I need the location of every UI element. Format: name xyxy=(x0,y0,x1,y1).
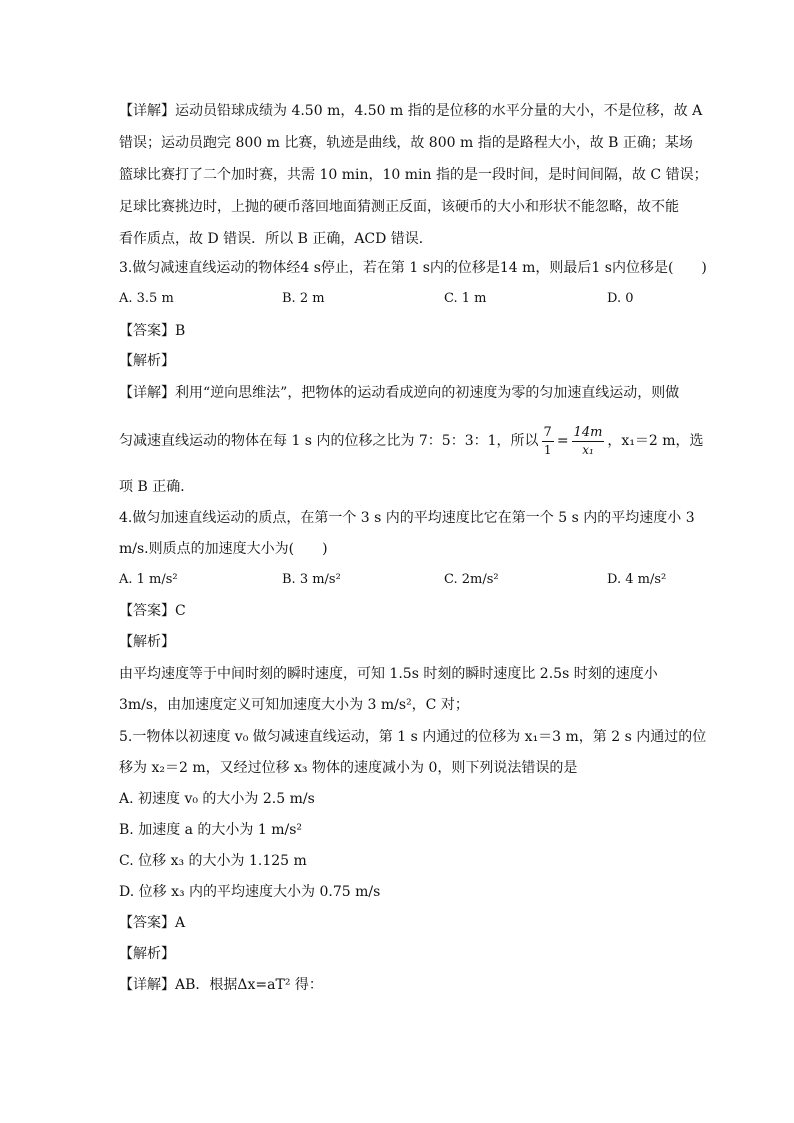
option-b: B. 2 m xyxy=(282,291,325,306)
equals-sign: = xyxy=(556,433,569,449)
option-b: B. 加速度 a 的大小为 1 m/s² xyxy=(119,822,303,838)
question-5-stem: 移为 x₂＝2 m，又经过位移 x₃ 物体的速度减小为 0，则下列说法错误的是 xyxy=(119,760,578,776)
question-4-stem: m/s.则质点的加速度大小为( ) xyxy=(119,541,328,557)
option-a: A. 初速度 v₀ 的大小为 2.5 m/s xyxy=(119,791,315,807)
analysis-label: 【解析】 xyxy=(119,634,175,650)
detail-text-line: 错误；运动员跑完 800 m 比赛，轨迹是曲线，故 800 m 指的是路程大小，故 B 正确；某场 xyxy=(119,135,693,151)
analysis-label: 【解析】 xyxy=(119,946,175,962)
option-c: C. 2m/s² xyxy=(444,572,499,587)
option-a: A. 3.5 m xyxy=(119,291,174,306)
option-c: C. 1 m xyxy=(444,291,487,306)
detail-text-line: 看作质点，故 D 错误．所以 B 正确，ACD 错误． xyxy=(119,231,433,247)
question-4-stem: 4.做匀加速直线运动的质点，在第一个 3 s 内的平均速度比它在第一个 5 s 内的平均速度小 3 xyxy=(119,510,695,526)
detail-text-line-with-fraction xyxy=(119,420,704,462)
question-3-stem: 3.做匀减速直线运动的物体经4 s停止，若在第 1 s内的位移是14 m，则最后1 s内位移是( ) xyxy=(119,260,707,276)
option-c: C. 位移 x₃ 的大小为 1.125 m xyxy=(119,853,307,869)
analysis-label: 【解析】 xyxy=(119,353,175,369)
fraction: $\frac{7}{1}$ xyxy=(543,424,552,457)
option-a: A. 1 m/s² xyxy=(119,572,178,587)
option-b: B. 3 m/s² xyxy=(282,572,341,587)
option-d: D. 0 xyxy=(607,291,634,306)
answer-label: 【答案】A xyxy=(119,915,186,931)
fraction: $\frac{14m}{\text{x₁}}$ xyxy=(573,424,603,457)
detail-text: ，x₁＝2 m，选 xyxy=(607,433,704,449)
answer-label: 【答案】C xyxy=(119,603,186,619)
detail-text-line: 项 B 正确． xyxy=(119,479,195,495)
detail-text-line: 篮球比赛打了二个加时赛，共需 10 min，10 min 指的是一段时间，是时间间隔，故 C 错误； xyxy=(119,167,708,183)
detail-text-line: 足球比赛挑边时，上抛的硬币落回地面猜测正反面，该硬币的大小和形状不能忽略，故不能 xyxy=(119,199,679,215)
detail-text-line: 【详解】运动员铅球成绩为 4.50 m，4.50 m 指的是位移的水平分量的大小，不是位移，故 A xyxy=(119,103,703,119)
detail-text: 匀减速直线运动的物体在每 1 s 内的位移之比为 7：5：3：1，所以 xyxy=(119,433,539,449)
detail-text-line: 【详解】利用“逆向思维法”，把物体的运动看成逆向的初速度为零的匀加速直线运动，则做 xyxy=(119,385,680,401)
answer-label: 【答案】B xyxy=(119,323,186,339)
solution-text-line: 3m/s，由加速度定义可知加速度大小为 3 m/s²，C 对； xyxy=(119,697,469,713)
solution-text-line: 由平均速度等于中间时刻的瞬时速度，可知 1.5s 时刻的瞬时速度比 2.5s 时刻的速度小 xyxy=(119,666,658,682)
question-5-stem: 5.一物体以初速度 v₀ 做匀减速直线运动，第 1 s 内通过的位移为 x₁＝3 m，第 2 s 内通过的位 xyxy=(119,729,707,745)
option-d: D. 4 m/s² xyxy=(607,572,667,587)
detail-text-line: 【详解】AB．根据Δx=aT² 得： xyxy=(119,977,323,993)
option-d: D. 位移 x₃ 内的平均速度大小为 0.75 m/s xyxy=(119,884,381,900)
